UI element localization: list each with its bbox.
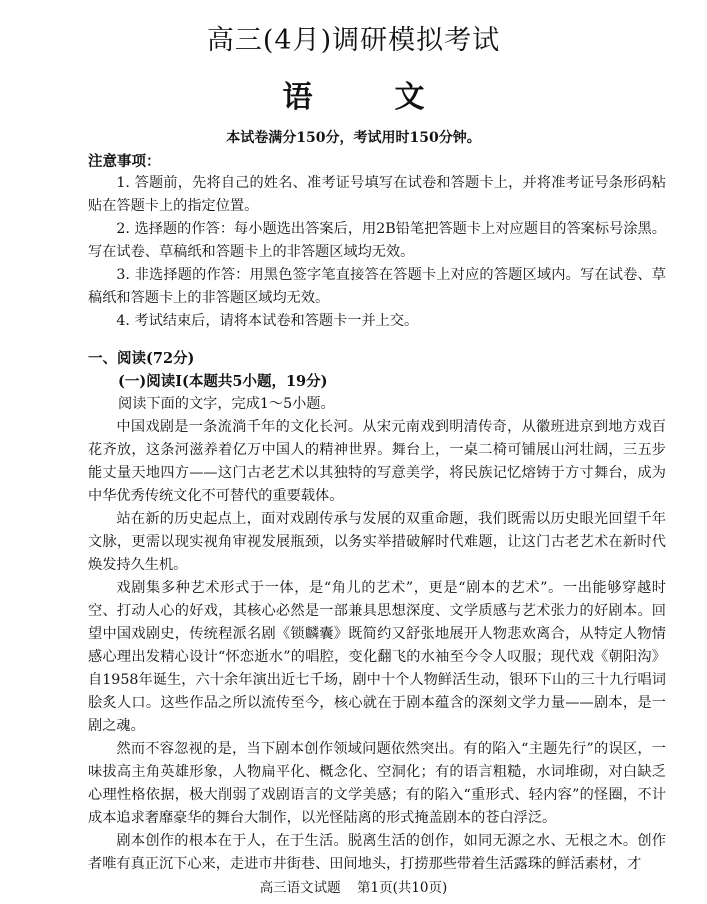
note-item: 3. 非选择题的作答：用黑色签字笔直接答在答题卡上对应的答题区域内。写在试卷、草稿纸和答题卡上的非答题区域均无效。	[88, 267, 666, 306]
reading-instruction: 阅读下面的文字，完成1～5小题。	[118, 396, 335, 412]
notes-list	[88, 172, 666, 333]
article-paragraph: 站在新的历史起点上，面对戏剧传承与发展的双重命题，我们既需以历史眼光回望千年文脉，更需以现实视角审视发展瓶颈，以务实举措破解时代难题，让这门古老艺术在新时代焕发持久生机。	[88, 511, 666, 573]
note-item: 1. 答题前，先将自己的姓名、准考证号填写在试卷和答题卡上，并将准考证号条形码粘贴在答题卡上的指定位置。	[88, 175, 666, 214]
page-footer	[0, 876, 707, 896]
note-item: 4. 考试结束后，请将本试卷和答题卡一并上交。	[116, 313, 419, 329]
score-info: 本试卷满分150分，考试用时150分钟。	[226, 130, 481, 146]
note-item: 2. 选择题的作答：每小题选出答案后，用2B铅笔把答题卡上对应题目的答案标号涂黑。写在试卷、草稿纸和答题卡上的非答题区域均无效。	[88, 221, 666, 260]
subsection-title: (一)阅读Ⅰ(本题共5小题，19分)	[118, 373, 328, 390]
footer-label: 高三语文试题	[259, 880, 341, 896]
exam-title: 高三(4月)调研模拟考试	[206, 25, 501, 56]
article-paragraph: 剧本创作的根本在于人，在于生活。脱离生活的创作，如同无源之水、无根之木。创作者唯有真正沉下心来，走进市井街巷、田间地头，打捞那些带着生活露珠的鲜活素材，才	[88, 833, 666, 872]
notes-heading: 注意事项：	[88, 153, 161, 170]
article-paragraph: 然而不容忽视的是，当下剧本创作领域问题依然突出。有的陷入“主题先行”的误区，一味拔高主角英雄形象，人物扁平化、概念化、空洞化；有的语言粗糙，水词堆砌，对白缺乏心理性格依据，极大削弱了戏剧语言的文学美感；有的陷入“重形式、轻内容”的怪圈，不计成本追求奢靡豪华的舞台大制作，以光怪陆离的形式掩盖剧本的苍白浮泛。	[88, 741, 666, 826]
article-paragraph: 中国戏剧是一条流淌千年的文化长河。从宋元南戏到明清传奇，从徽班进京到地方戏百花齐放，这条河滋养着亿万中国人的精神世界。舞台上，一桌二椅可铺展山河壮阔，三五步能丈量天地四方——这门古老艺术以其独特的写意美学，将民族记忆熔铸于方寸舞台，成为中华优秀传统文化不可替代的重要载体。	[88, 419, 666, 504]
article-paragraph: 戏剧集多种艺术形式于一体，是“角儿的艺术”，更是“剧本的艺术”。一出能够穿越时空、打动人心的好戏，其核心必然是一部兼具思想深度、文学质感与艺术张力的好剧本。回望中国戏剧史，传统程派名剧《锁麟囊》既简约又舒张地展开人物悲欢离合，从特定人物情感心理出发精心设计“怀恋逝水”的唱腔，变化翻飞的水袖至今令人叹服；现代戏《朝阳沟》自1958年诞生，六十余年演出近七千场，剧中十个人物鲜活生动，银环下山的三十九行唱词脍炙人口。这些作品之所以流传至今，核心就在于剧本蕴含的深刻文学力量——剧本，是一剧之魂。	[88, 580, 666, 734]
page-number: 第1页(共10页)	[356, 880, 448, 896]
section-title: 一、阅读(72分)	[88, 350, 195, 367]
article-body	[88, 416, 666, 876]
subject-title: 语 文	[282, 80, 451, 115]
